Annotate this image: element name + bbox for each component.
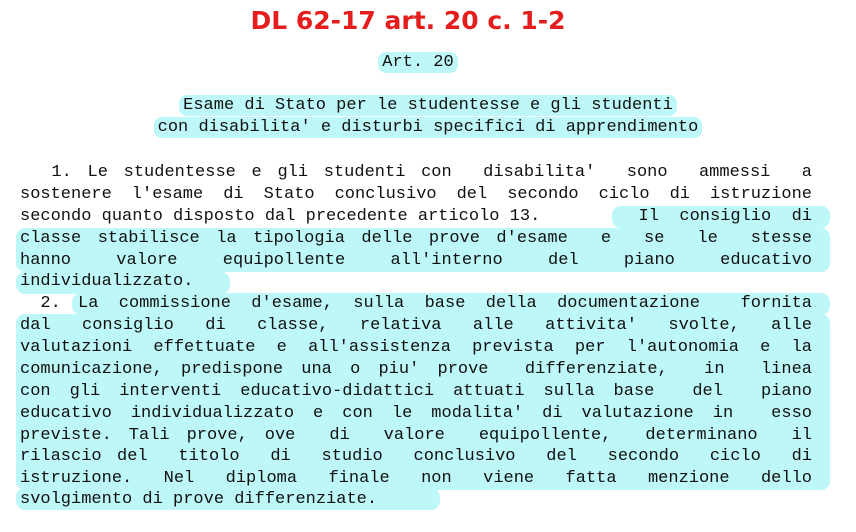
paragraph-1-line: hanno valore equipollente all'interno del piano educativo xyxy=(20,251,812,270)
article-number-text: Art. 20 xyxy=(378,52,457,73)
paragraph-2-line: rilascio del titolo di studio conclusivo del secondo ciclo di xyxy=(20,447,812,466)
paragraph-2-line: previste. Tali prove, ove di valore equipollente, determinano il xyxy=(20,426,812,445)
document-title: DL 62-17 art. 20 c. 1-2 xyxy=(250,6,566,35)
paragraph-1-line: individualizzato. xyxy=(20,272,194,291)
paragraph-1-highlighted-text: Il consiglio di xyxy=(628,207,812,226)
paragraph-2-line: con gli interventi educativo-didattici attuati sulla base del piano xyxy=(20,382,812,401)
article-number xyxy=(0,53,836,72)
paragraph-2-line: dal consiglio di classe, relativa alle attivita' svolte, alle xyxy=(20,316,812,335)
paragraph-2-text: La commissione d'esame, sulla base della documentazione fornita xyxy=(78,294,812,313)
paragraph-1-line: 1. Le studentesse e gli studenti con disabilita' sono ammessi a xyxy=(20,163,812,182)
paragraph-1-line xyxy=(20,206,812,228)
paragraph-2-line xyxy=(20,293,812,315)
article-heading xyxy=(0,95,856,139)
paragraph-1-line: classe stabilisce la tipologia delle prove d'esame e se le stesse xyxy=(20,229,812,248)
paragraph-1-line: sostenere l'esame di Stato conclusivo del secondo ciclo di istruzione xyxy=(20,185,812,204)
heading-line-2: con disabilita' e disturbi specifici di apprendimento xyxy=(154,117,703,138)
paragraph-2-line: istruzione. Nel diploma finale non viene fatta menzione dello xyxy=(20,469,812,488)
paragraph-2-line: svolgimento di prove differenziate. xyxy=(20,490,378,509)
paragraph-2-number: 2. xyxy=(20,294,61,313)
paragraph-2-line: comunicazione, predispone una o piu' prove differenziate, in linea xyxy=(20,360,812,379)
paragraph-2-line: valutazioni effettuate e all'assistenza prevista per l'autonomia e la xyxy=(20,338,812,357)
paragraph-1-text: secondo quanto disposto dal precedente articolo 13. xyxy=(20,207,541,226)
paragraph-2-line: educativo individualizzato e con le modalita' di valutazione in esso xyxy=(20,404,812,423)
heading-line-1: Esame di Stato per le studentesse e gli studenti xyxy=(179,95,677,116)
